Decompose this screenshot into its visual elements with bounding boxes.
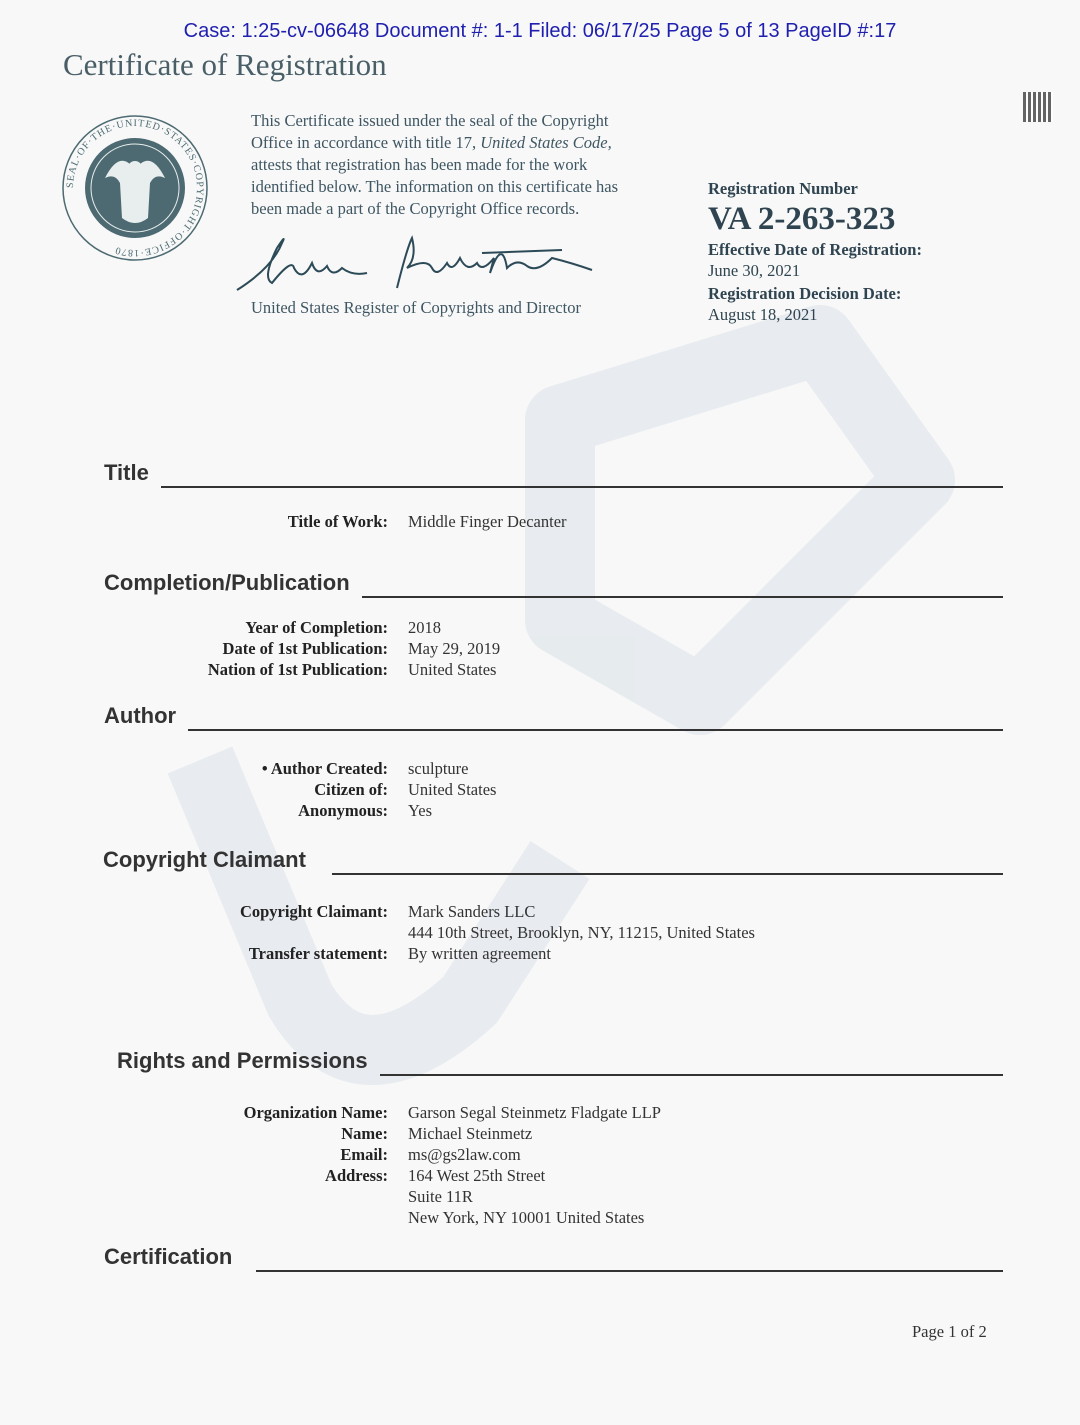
field-value: Suite 11R: [408, 1187, 473, 1206]
field-value: Yes: [408, 801, 433, 820]
section-rights: [117, 1048, 1003, 1074]
field-label: Nation of 1st Publication:: [207, 660, 388, 679]
page-number: Page 1 of 2: [912, 1322, 987, 1341]
section-author: [104, 703, 1003, 729]
field-value: By written agreement: [408, 944, 551, 963]
field-value: 2018: [408, 618, 441, 637]
field-value: Garson Segal Steinmetz Fladgate LLP: [408, 1103, 661, 1122]
rights-rows: [0, 1102, 1080, 1228]
decision-date: August 18, 2021: [708, 305, 818, 324]
field-label: Copyright Claimant:: [239, 902, 388, 921]
divider: [362, 596, 1003, 598]
registration-number-label: Registration Number: [708, 179, 858, 198]
field-value: May 29, 2019: [408, 639, 501, 658]
register-signature: [232, 228, 602, 296]
divider: [380, 1074, 1003, 1076]
field-label: [0, 1207, 388, 1228]
svg-text:SEAL·OF·THE·UNITED·STATES·COPY: SEAL·OF·THE·UNITED·STATES·COPYRIGHT·OFFICE·1870: [64, 117, 206, 259]
effective-date-label: Effective Date of Registration:: [708, 240, 922, 259]
section-certification: [104, 1244, 1003, 1270]
field-row: [0, 617, 1080, 638]
registration-number: VA 2-263-323: [708, 201, 896, 237]
field-row: [0, 1207, 1080, 1228]
field-row: [0, 1165, 1080, 1186]
section-heading: Copyright Claimant: [103, 847, 306, 872]
author-rows: [0, 758, 1080, 821]
section-heading: Title: [104, 460, 149, 485]
signer-title: United States Register of Copyrights and Director: [251, 298, 581, 317]
field-row: [0, 659, 1080, 680]
section-completion: [104, 570, 1003, 596]
field-row: [0, 1144, 1080, 1165]
section-heading: Rights and Permissions: [117, 1048, 368, 1073]
field-value: sculpture: [408, 759, 469, 778]
field-row: [0, 943, 1080, 964]
certificate-intro: This Certificate issued under the seal of the Copyright Office in accordance with title 17, United States Code, attests that registration has been made for the work identified below. The information on this certificate has been made a part of the Copyright Office records.: [251, 111, 619, 218]
claimant-rows: [0, 901, 1080, 964]
section-heading: Author: [104, 703, 177, 728]
field-label: Name:: [341, 1124, 388, 1143]
section-heading: Completion/Publication: [104, 570, 350, 595]
field-value: ms@gs2law.com: [408, 1145, 521, 1164]
field-label: Organization Name:: [243, 1103, 388, 1122]
field-value: United States: [408, 780, 497, 799]
field-label: Citizen of:: [314, 780, 388, 799]
effective-date: June 30, 2021: [708, 261, 801, 280]
field-value: Michael Steinmetz: [408, 1124, 533, 1143]
field-label: Date of 1st Publication:: [222, 639, 388, 658]
field-label: Transfer statement:: [248, 944, 388, 963]
field-label: Email:: [340, 1145, 388, 1164]
field-row: [0, 1102, 1080, 1123]
certificate-title: Certificate of Registration: [63, 47, 387, 82]
divider: [256, 1270, 1003, 1272]
field-row: [0, 800, 1080, 821]
decision-date-label: Registration Decision Date:: [708, 284, 902, 303]
field-label: [0, 922, 388, 943]
section-title: [104, 460, 1003, 486]
field-label: • Author Created:: [261, 759, 388, 778]
field-label: Anonymous:: [298, 801, 388, 820]
completion-rows: [0, 617, 1080, 680]
case-header: Case: 1:25-cv-06648 Document #: 1-1 Filed: 06/17/25 Page 5 of 13 PageID #:17: [183, 20, 897, 42]
field-value: Middle Finger Decanter: [408, 512, 567, 531]
field-row: [0, 1186, 1080, 1207]
divider: [332, 873, 1003, 875]
section-heading: Certification: [104, 1244, 233, 1269]
field-row: [0, 1123, 1080, 1144]
field-label: [0, 1186, 388, 1207]
field-row: [0, 901, 1080, 922]
registration-info: [708, 178, 922, 327]
field-row: [0, 922, 1080, 943]
divider: [188, 729, 1003, 731]
field-value: Mark Sanders LLC: [408, 902, 536, 921]
field-row: [0, 638, 1080, 659]
field-label: Year of Completion:: [245, 618, 388, 637]
field-row: [0, 758, 1080, 779]
field-value: New York, NY 10001 United States: [408, 1208, 645, 1227]
field-value: 164 West 25th Street: [408, 1166, 546, 1185]
field-label: Address:: [325, 1166, 388, 1185]
copyright-office-seal: [60, 108, 210, 268]
field-row: [0, 779, 1080, 800]
title-rows: [0, 511, 1080, 532]
qr-code: [1023, 92, 1053, 122]
field-value: 444 10th Street, Brooklyn, NY, 11215, United States: [408, 923, 755, 942]
field-row: [0, 511, 1080, 532]
field-value: United States: [408, 660, 497, 679]
field-label: Title of Work:: [287, 512, 388, 531]
section-claimant: [103, 847, 1003, 873]
divider: [161, 486, 1003, 488]
